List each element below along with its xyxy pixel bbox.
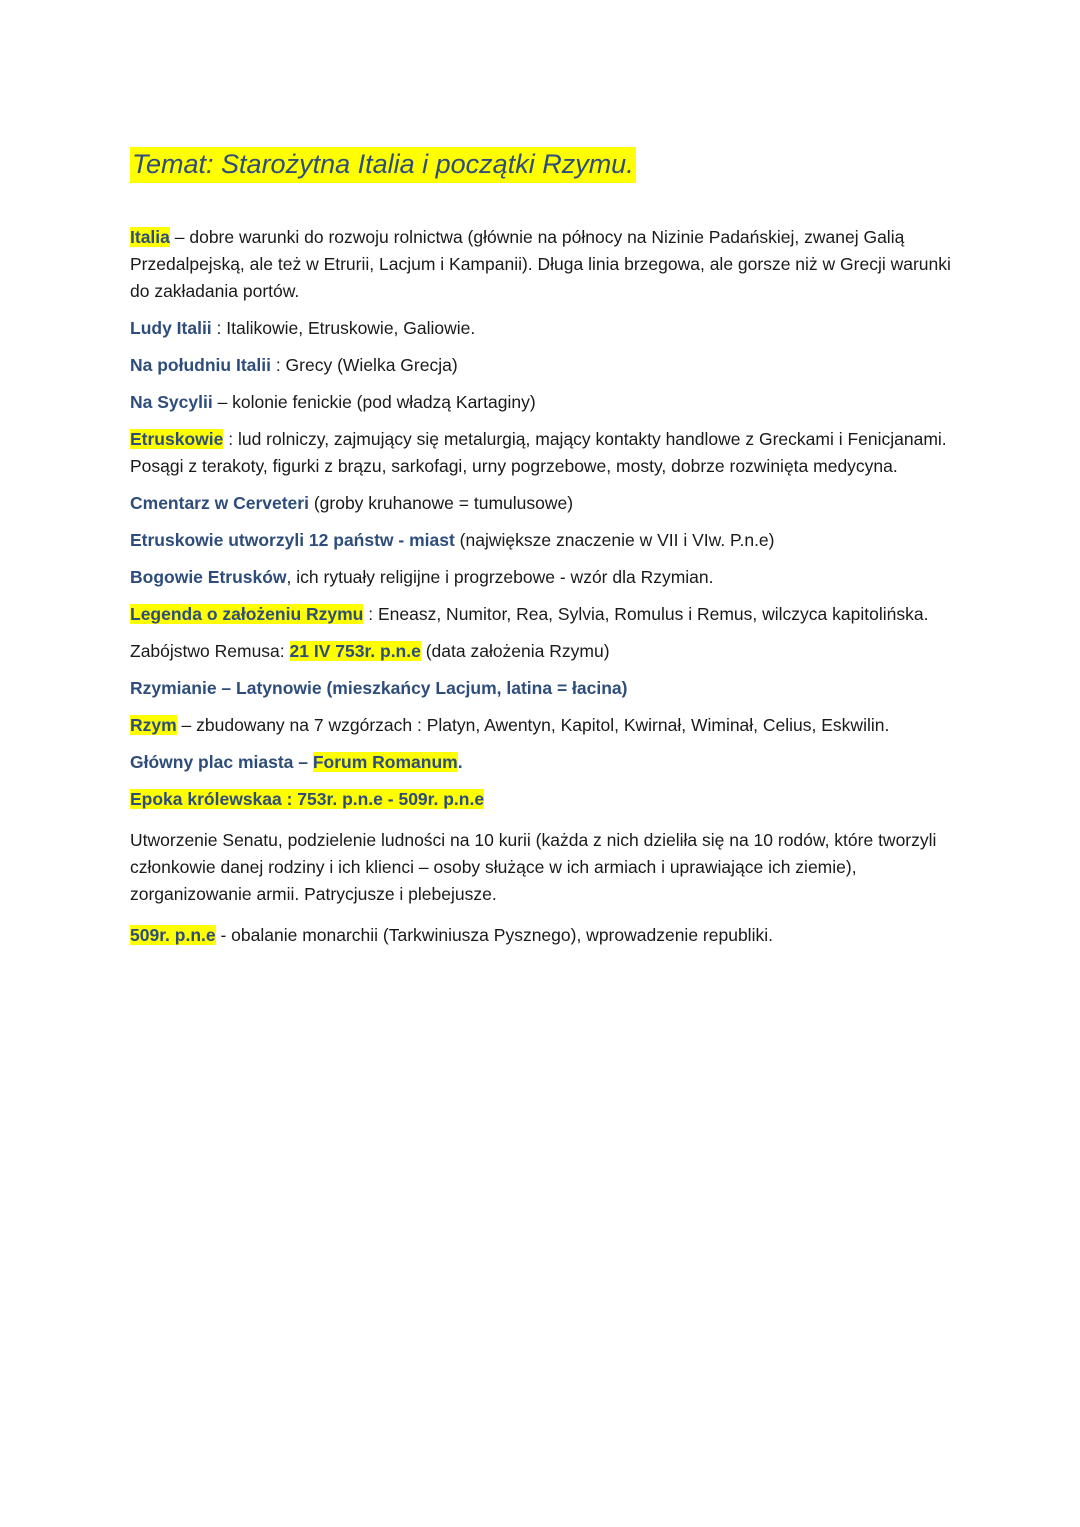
term-sycylia: Na Sycylii bbox=[130, 392, 213, 413]
paragraph-ludy bbox=[130, 315, 960, 342]
highlight-forum: Forum Romanum bbox=[312, 752, 458, 773]
term-obalenie: 509r. p.n.e bbox=[130, 925, 216, 946]
term-rzymianie: Rzymianie – Latynowie (mieszkańcy Lacjum, latina = łacina) bbox=[130, 678, 628, 699]
paragraph-epoka bbox=[130, 786, 960, 813]
paragraph-plac bbox=[130, 749, 960, 776]
paragraph-senat bbox=[130, 827, 960, 908]
text-panstwa: (największe znaczenie w VII i VIw. P.n.e) bbox=[454, 530, 775, 551]
document-page bbox=[130, 148, 960, 959]
suffix-plac: . bbox=[457, 752, 463, 773]
text-senat: Utworzenie Senatu, podzielenie ludności na 10 kurii (każda z nich dzieliła się na 10 rodów, które tworzyli członkowie danej rodziny i ich klienci – osoby służące w ich armiach i uprawiające ich ziemie), zorganizowanie armii. Patrycjusze i plebejusze. bbox=[130, 830, 937, 905]
term-epoka: Epoka królewskaa : 753r. p.n.e - 509r. p.n.e bbox=[130, 789, 485, 810]
paragraph-rzym bbox=[130, 712, 960, 739]
text-legenda: : Eneasz, Numitor, Rea, Sylvia, Romulus i Remus, wilczyca kapitolińska. bbox=[363, 604, 929, 625]
date-zalozenia: 21 IV 753r. p.n.e bbox=[289, 641, 421, 662]
text-obalenie: - obalanie monarchii (Tarkwiniusza Pysznego), wprowadzenie republiki. bbox=[215, 925, 773, 946]
paragraph-panstwa bbox=[130, 527, 960, 554]
term-italia: Italia bbox=[130, 227, 170, 248]
term-bogowie: Bogowie Etrusków bbox=[130, 567, 287, 588]
text-zabojstwo: (data założenia Rzymu) bbox=[420, 641, 610, 662]
term-legenda: Legenda o założeniu Rzymu bbox=[130, 604, 364, 625]
text-ludy: : Italikowie, Etruskowie, Galiowie. bbox=[211, 318, 476, 339]
term-etruskowie: Etruskowie bbox=[130, 429, 224, 450]
paragraph-obalenie bbox=[130, 922, 960, 949]
text-etruskowie: : lud rolniczy, zajmujący się metalurgią, mający kontakty handlowe z Greckami i Fenicjanami. Posągi z terakoty, figurki z brązu, sarkofagi, urny pogrzebowe, mosty, dobrze rozwinięta medycyna. bbox=[130, 429, 947, 477]
paragraph-sycylia bbox=[130, 389, 960, 416]
paragraph-italia bbox=[130, 224, 960, 305]
text-sycylia: – kolonie fenickie (pod władzą Kartaginy) bbox=[212, 392, 536, 413]
text-rzym: – zbudowany na 7 wzgórzach : Platyn, Awentyn, Kapitol, Kwirnał, Wiminał, Celius, Eskwilin. bbox=[176, 715, 890, 736]
term-panstwa: Etruskowie utworzyli 12 państw - miast bbox=[130, 530, 455, 551]
term-rzym: Rzym bbox=[130, 715, 177, 736]
term-ludy: Ludy Italii bbox=[130, 318, 212, 339]
title-highlight: Temat: Starożytna Italia i początki Rzymu. bbox=[130, 147, 636, 183]
text-cmentarz: (groby kruhanowe = tumulusowe) bbox=[308, 493, 574, 514]
prefix-zabojstwo: Zabójstwo Remusa: bbox=[130, 641, 290, 662]
text-bogowie: , ich rytuały religijne i progrzebowe - wzór dla Rzymian. bbox=[286, 567, 714, 588]
paragraph-zabojstwo bbox=[130, 638, 960, 665]
paragraph-legenda bbox=[130, 601, 960, 628]
paragraph-bogowie bbox=[130, 564, 960, 591]
term-plac: Główny plac miasta – bbox=[130, 752, 313, 773]
page-title bbox=[130, 148, 960, 180]
paragraph-cmentarz bbox=[130, 490, 960, 517]
term-poludnie: Na południu Italii bbox=[130, 355, 271, 376]
paragraph-poludnie bbox=[130, 352, 960, 379]
paragraph-etruskowie bbox=[130, 426, 960, 480]
term-cmentarz: Cmentarz w Cerveteri bbox=[130, 493, 309, 514]
text-italia: – dobre warunki do rozwoju rolnictwa (głównie na północy na Nizinie Padańskiej, zwanej Galią Przedalpejską, ale też w Etrurii, Lacjum i Kampanii). Długa linia brzegowa, ale gorsze niż w Grecji warunki do zakładania portów. bbox=[130, 227, 951, 302]
paragraph-rzymianie bbox=[130, 675, 960, 702]
text-poludnie: : Grecy (Wielka Grecja) bbox=[270, 355, 458, 376]
